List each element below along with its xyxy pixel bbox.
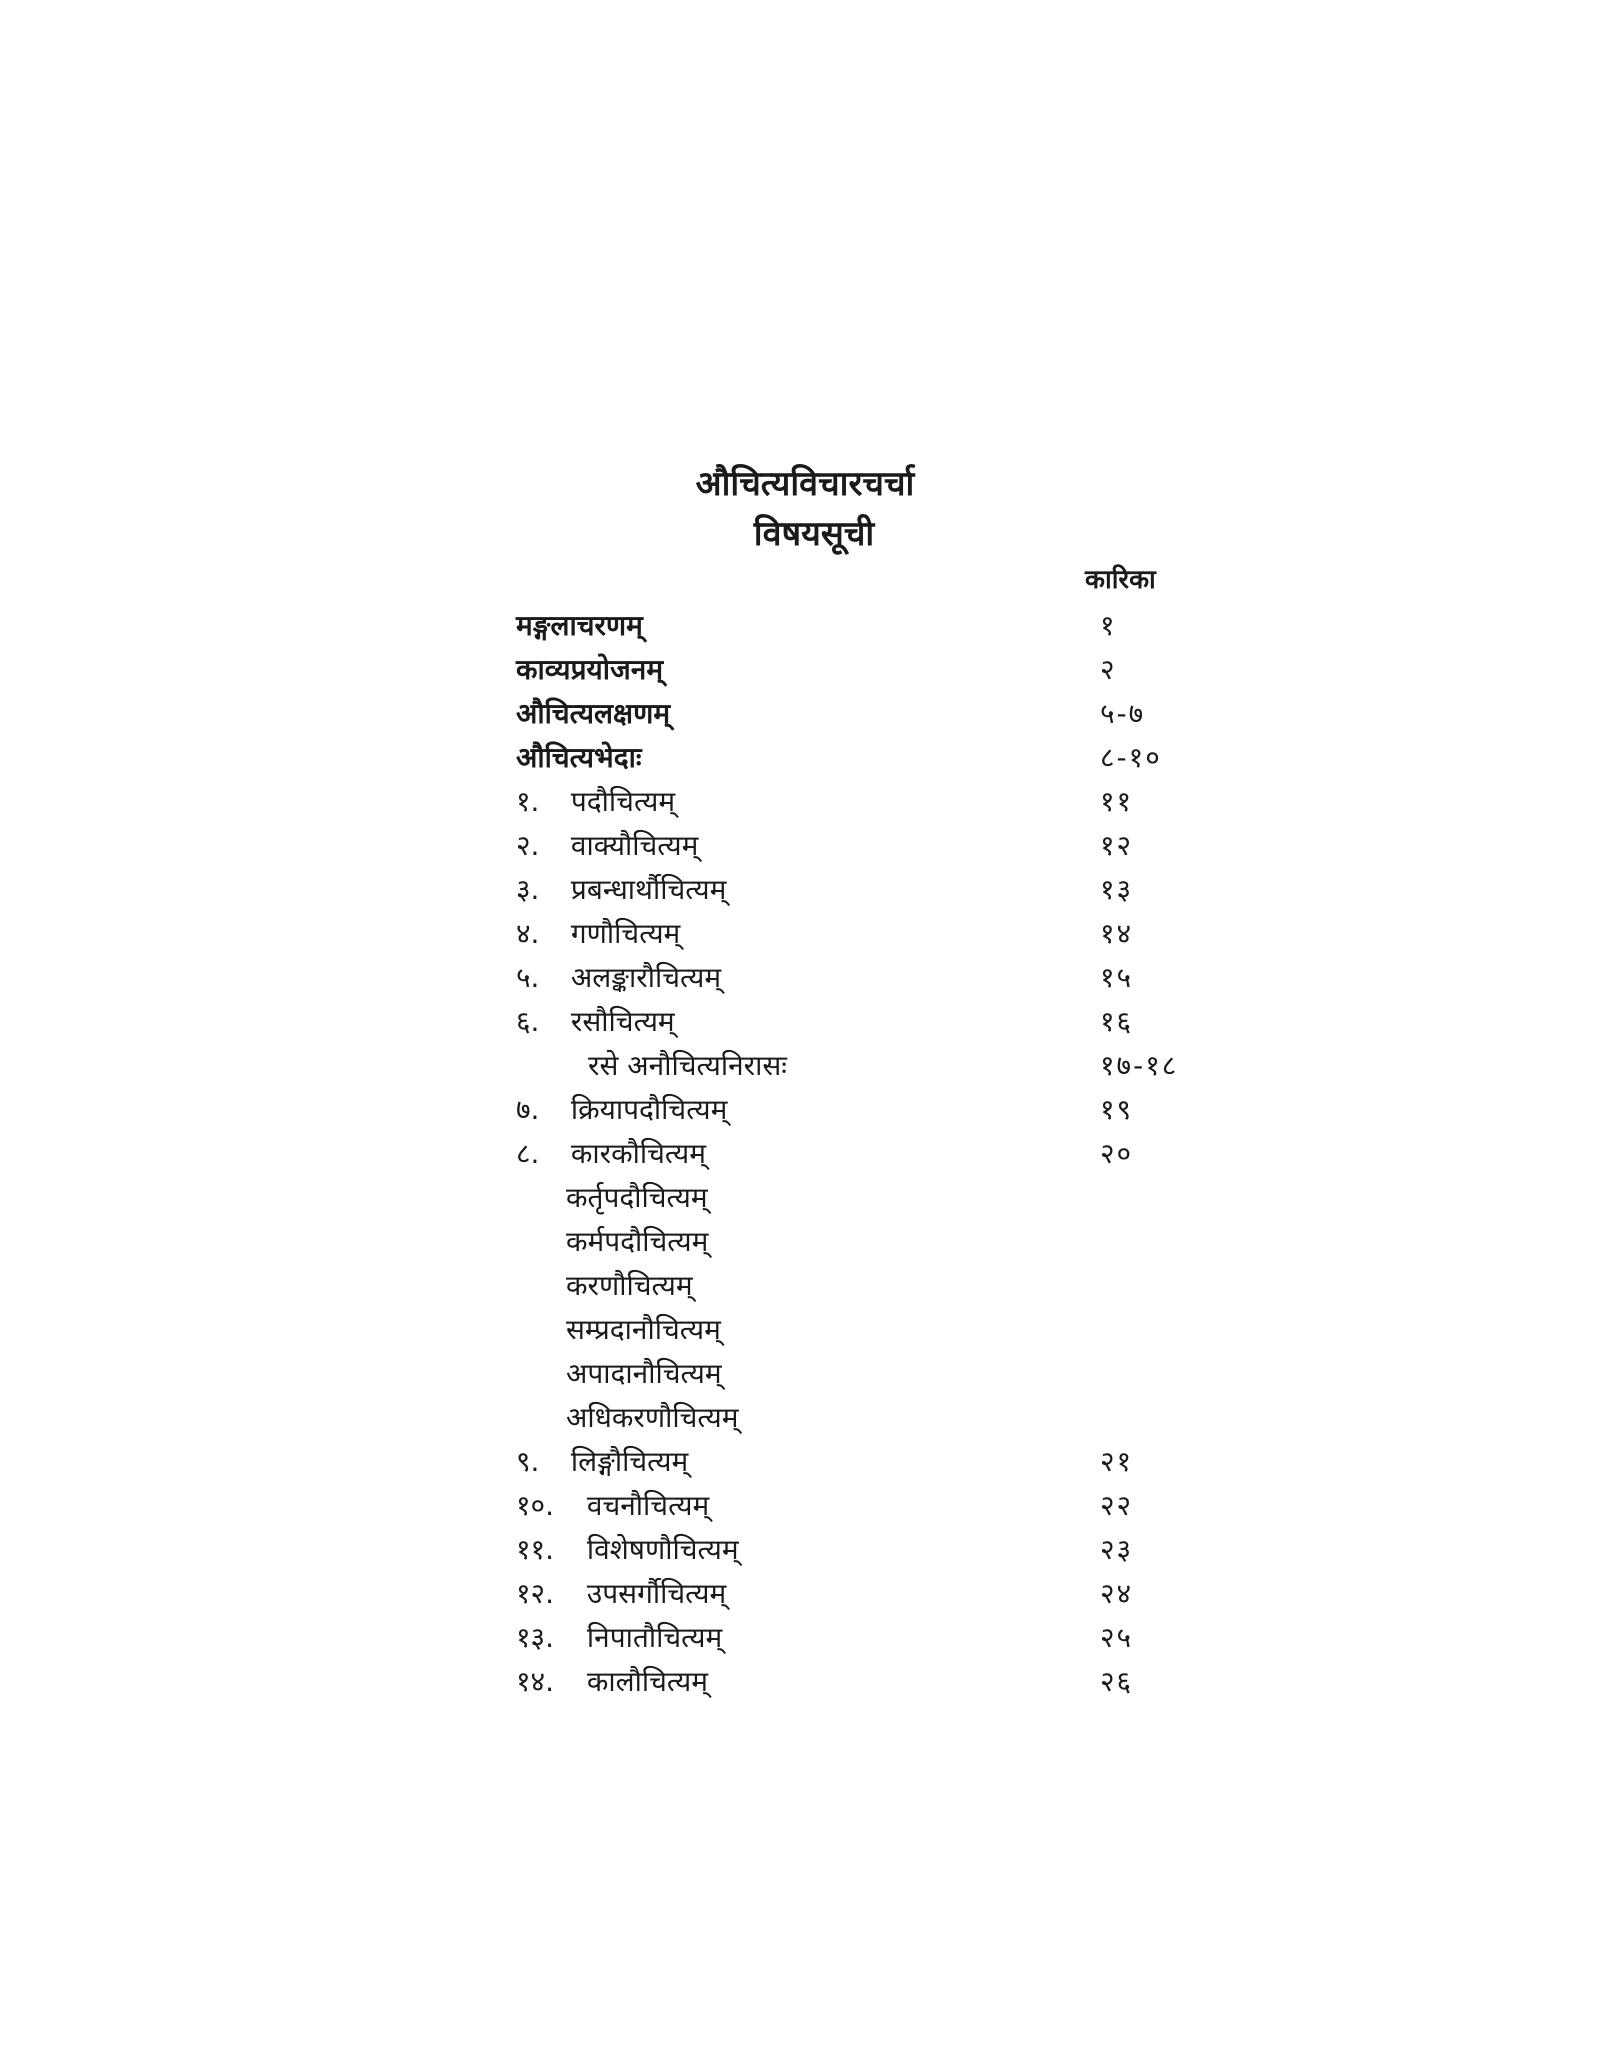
toc-entry-label: कर्मपदौचित्यम् [566, 1225, 709, 1258]
toc-entry-number: १. [516, 785, 540, 818]
toc-entry-label: औचित्यभेदाः [516, 741, 642, 774]
toc-entry-karika: १३ [1100, 873, 1134, 906]
toc-entry-label: लिङ्गौचित्यम् [570, 1445, 689, 1478]
toc-entry-kalauchityam [516, 1660, 1216, 1704]
toc-entry-karika: २ [1100, 653, 1117, 686]
toc-entry-number: ६. [516, 1005, 540, 1038]
toc-entry-label: अलङ्कारौचित्यम् [570, 961, 722, 994]
toc-entry-number: ५. [516, 961, 540, 994]
toc-entry-karika: २१ [1100, 1445, 1134, 1478]
toc-entry-visheshanauchityam [516, 1528, 1216, 1572]
toc-entry-kavyaprayojanam [516, 648, 1216, 692]
toc-entry-number: ३. [516, 873, 540, 906]
toc-entry-upasargauchityam [516, 1572, 1216, 1616]
toc-entry-auchityabheda [516, 736, 1216, 780]
toc-entry-label: वाक्यौचित्यम् [570, 829, 699, 862]
table-of-contents [516, 604, 1216, 1704]
toc-entry-number: ७. [516, 1093, 540, 1126]
toc-entry-karika: २६ [1100, 1665, 1134, 1698]
toc-entry-rasauchityam [516, 1000, 1216, 1044]
toc-entry-label: सम्प्रदानौचित्यम् [566, 1313, 721, 1346]
toc-entry-karika: १७-१८ [1100, 1049, 1179, 1082]
document-title: औचित्यविचारचर्चा [695, 464, 915, 504]
toc-entry-adhikaranauchityam [516, 1396, 1216, 1440]
toc-entry-karika: २० [1100, 1137, 1134, 1170]
toc-entry-lingauchityam [516, 1440, 1216, 1484]
toc-entry-rase-anauchityanirasa [516, 1044, 1216, 1088]
toc-entry-number: १०. [516, 1489, 555, 1522]
toc-entry-label: औचित्यलक्षणम् [516, 697, 671, 730]
toc-entry-karika: २५ [1100, 1621, 1134, 1654]
toc-entry-karika: १२ [1100, 829, 1134, 862]
toc-entry-karika: १४ [1100, 917, 1134, 950]
toc-entry-karika: २४ [1100, 1577, 1134, 1610]
toc-entry-label: रसे अनौचित्यनिरासः [588, 1049, 787, 1082]
toc-entry-label: वचनौचित्यम् [586, 1489, 710, 1522]
toc-entry-karika: २२ [1100, 1489, 1134, 1522]
toc-entry-mangalacharanam [516, 604, 1216, 648]
toc-entry-number: ८. [516, 1137, 540, 1170]
toc-entry-label: क्रियापदौचित्यम् [570, 1093, 728, 1126]
toc-entry-label: गणौचित्यम् [570, 917, 681, 950]
toc-entry-karakauchityam [516, 1132, 1216, 1176]
toc-entry-label: मङ्गलाचरणम् [516, 609, 643, 642]
toc-entry-karika: १५ [1100, 961, 1134, 994]
toc-entry-label: विशेषणौचित्यम् [586, 1533, 739, 1566]
toc-entry-label: कर्तृपदौचित्यम् [566, 1181, 708, 1214]
toc-entry-number: १४. [516, 1665, 555, 1698]
toc-entry-nipatauchityam [516, 1616, 1216, 1660]
toc-entry-label: काव्यप्रयोजनम् [516, 653, 664, 686]
toc-entry-alankarauchityam [516, 956, 1216, 1000]
toc-entry-ganauchityam [516, 912, 1216, 956]
toc-entry-number: १२. [516, 1577, 555, 1610]
toc-entry-label: करणौचित्यम् [566, 1269, 693, 1302]
toc-entry-karika: १६ [1100, 1005, 1134, 1038]
toc-entry-label: रसौचित्यम् [570, 1005, 675, 1038]
toc-entry-karanauchityam [516, 1264, 1216, 1308]
toc-entry-karika: २३ [1100, 1533, 1134, 1566]
toc-entry-number: ११. [516, 1533, 555, 1566]
toc-entry-label: कालौचित्यम् [586, 1665, 709, 1698]
toc-entry-number: २. [516, 829, 540, 862]
toc-entry-karika: १ [1100, 609, 1117, 642]
toc-entry-vakyauchityam [516, 824, 1216, 868]
toc-entry-label: अपादानौचित्यम् [566, 1357, 722, 1390]
toc-entry-karika: ११ [1100, 785, 1134, 818]
toc-entry-auchityalakshanam [516, 692, 1216, 736]
toc-entry-number: १३. [516, 1621, 555, 1654]
toc-entry-label: कारकौचित्यम् [570, 1137, 707, 1170]
toc-entry-karika: ५-७ [1100, 697, 1146, 730]
toc-entry-number: ९. [516, 1445, 540, 1478]
toc-entry-kriyapadauchityam [516, 1088, 1216, 1132]
toc-entry-karika: १९ [1100, 1093, 1134, 1126]
toc-entry-label: अधिकरणौचित्यम् [566, 1401, 739, 1434]
toc-entry-karika: ८-१० [1100, 741, 1162, 774]
document-subtitle: विषयसूची [753, 514, 875, 554]
toc-entry-sampradanauchityam [516, 1308, 1216, 1352]
toc-entry-apadanauchityam [516, 1352, 1216, 1396]
toc-entry-label: निपातौचित्यम् [586, 1621, 723, 1654]
toc-entry-karmapadauchityam [516, 1220, 1216, 1264]
toc-entry-label: प्रबन्धार्थौचित्यम् [570, 873, 727, 906]
toc-entry-label: उपसर्गौचित्यम् [586, 1577, 727, 1610]
toc-entry-kartrpadauchityam [516, 1176, 1216, 1220]
toc-entry-number: ४. [516, 917, 540, 950]
toc-entry-padauchityam [516, 780, 1216, 824]
toc-entry-prabandharthauchityam [516, 868, 1216, 912]
toc-entry-label: पदौचित्यम् [570, 785, 676, 818]
toc-entry-vachanauchityam [516, 1484, 1216, 1528]
karika-column-header: कारिका [1085, 565, 1156, 595]
